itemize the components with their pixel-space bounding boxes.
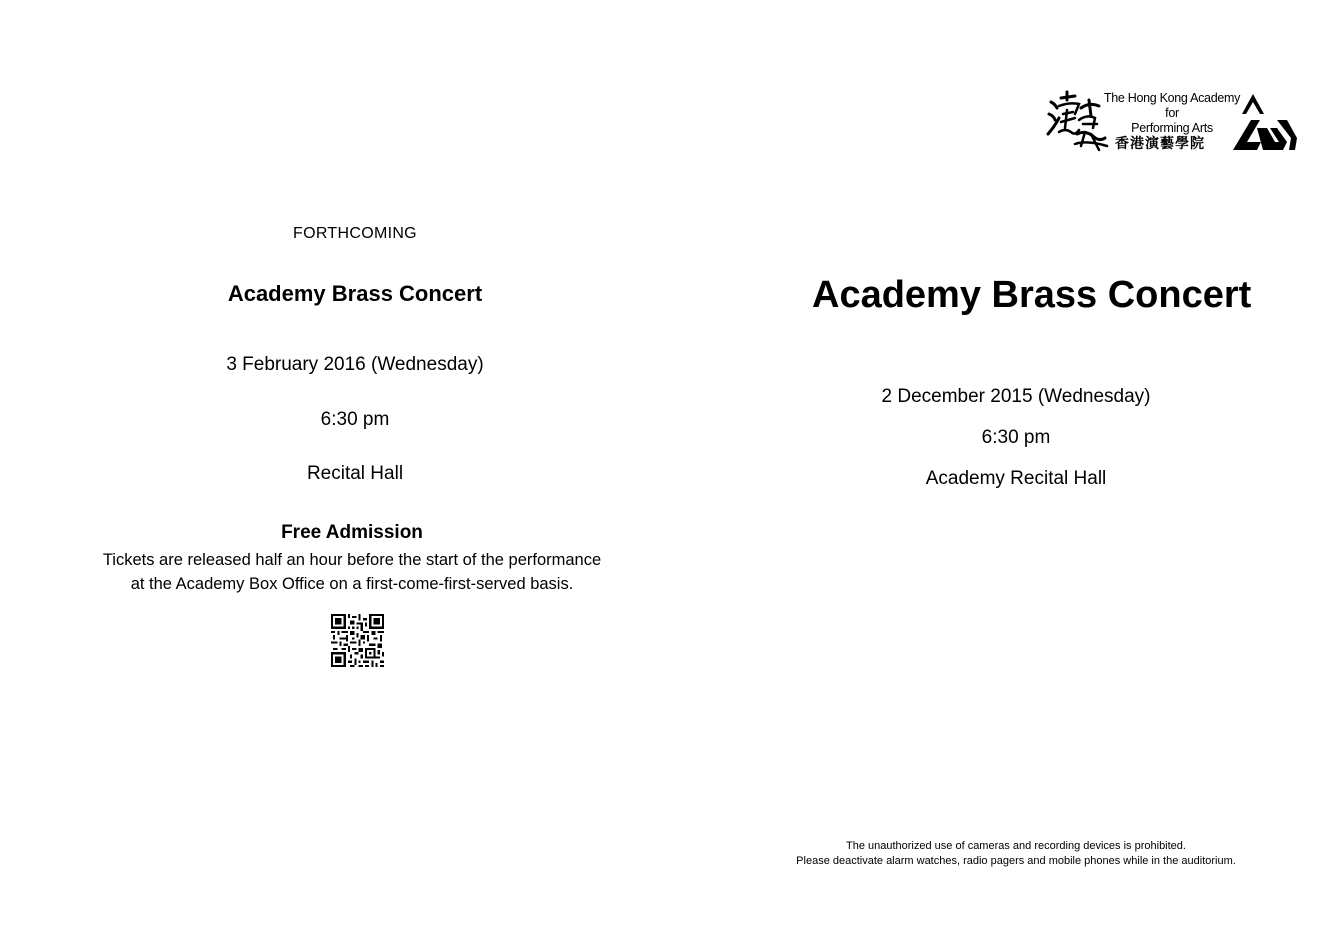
academy-logo (1045, 88, 1300, 156)
ticket-info-line-2: at the Academy Box Office on a first-come-first-served basis. (130, 575, 574, 593)
concert-venue: Academy Recital Hall (925, 468, 1107, 489)
ticket-info (0, 548, 704, 596)
concert-date: 2 December 2015 (Wednesday) (881, 386, 1151, 407)
academy-mark-icon (1231, 92, 1297, 150)
logo-line-2: for (1165, 106, 1179, 120)
free-admission-heading: Free Admission (281, 522, 423, 543)
logo-line-1: The Hong Kong Academy (1103, 91, 1241, 105)
forthcoming-venue: Recital Hall (306, 463, 404, 484)
logo-english-name (1099, 91, 1245, 136)
concert-title: Academy Brass Concert (812, 274, 1252, 316)
ticket-info-line-1: Tickets are released half an hour before the start of the performance (102, 551, 602, 569)
notice-line-1: The unauthorized use of cameras and recording devices is prohibited. (846, 840, 1186, 852)
notice-line-2: Please deactivate alarm watches, radio pagers and mobile phones while in the auditorium. (796, 855, 1236, 867)
qr-code-icon (330, 614, 385, 667)
forthcoming-time: 6:30 pm (320, 409, 390, 430)
forthcoming-title: Academy Brass Concert (227, 281, 483, 306)
forthcoming-date: 3 February 2016 (Wednesday) (226, 354, 484, 375)
concert-time: 6:30 pm (981, 427, 1051, 448)
forthcoming-label: FORTHCOMING (293, 225, 417, 242)
auditorium-notice (716, 839, 1316, 869)
logo-chinese-name: 香港演藝學院 (1115, 136, 1205, 152)
logo-line-3: Performing Arts (1131, 121, 1213, 135)
